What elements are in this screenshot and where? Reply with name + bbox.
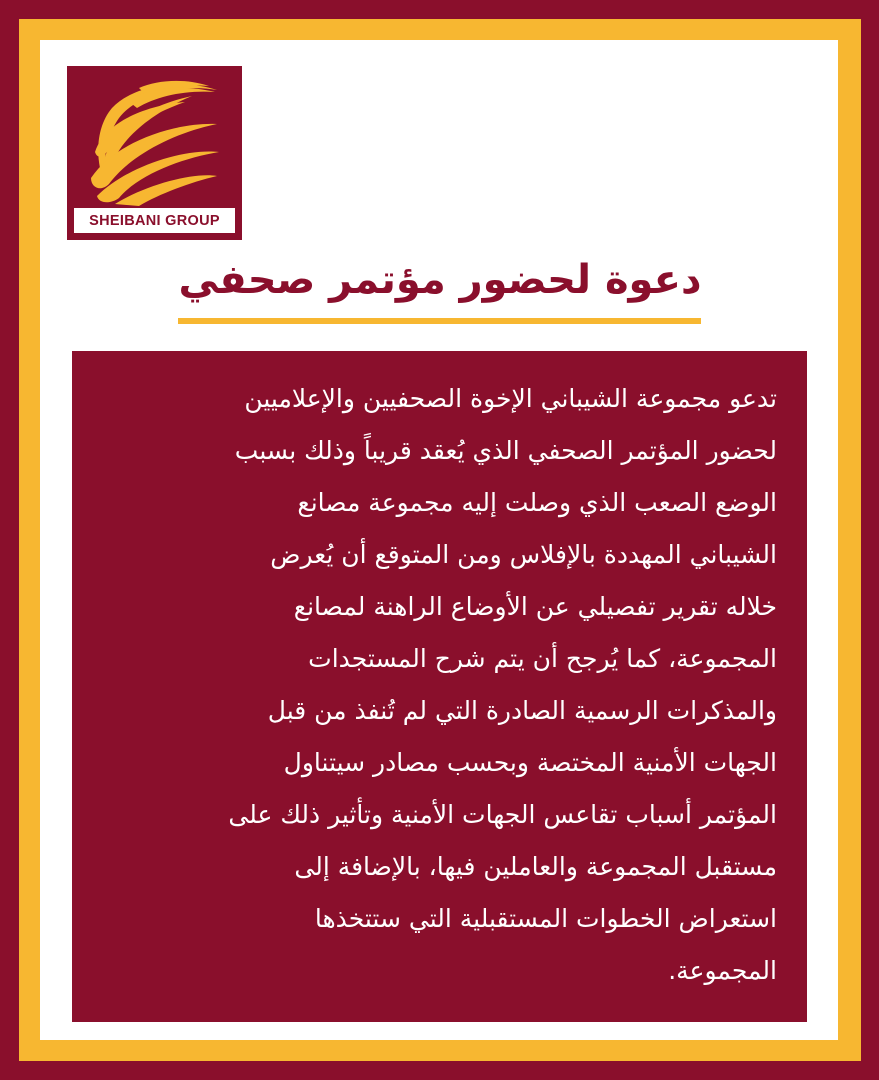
body-line: خلاله تقرير تفصيلي عن الأوضاع الراهنة لمصانع [293,592,777,621]
body-line: مستقبل المجموعة والعاملين فيها، بالإضافة إلى [294,852,777,881]
body-line: والمذكرات الرسمية الصادرة التي لم تُنفذ من قبل [267,696,777,725]
logo-caption: SHEIBANI GROUP [89,212,220,229]
body-line: استعراض الخطوات المستقبلية التي ستتخذها [314,904,777,933]
body-line: الوضع الصعب الذي وصلت إليه مجموعة مصانع [297,488,777,517]
logo-caption-box [73,207,236,234]
invitation-body-text [87,373,777,997]
body-line: تدعو مجموعة الشيباني الإخوة الصحفيين والإعلاميين [244,384,777,413]
body-line: لحضور المؤتمر الصحفي الذي يُعقد قريباً وذلك بسبب [234,436,777,465]
body-line: المؤتمر أسباب تقاعس الجهات الأمنية وتأثير ذلك على [228,800,777,829]
invitation-body-box [72,351,807,1022]
title-underline [178,318,701,324]
page-title: دعوة لحضور مؤتمر صحفي [178,257,702,303]
body-line: الشيباني المهددة بالإفلاس ومن المتوقع أن يُعرض [270,540,777,569]
body-line: المجموعة. [668,956,777,985]
body-line: المجموعة، كما يُرجح أن يتم شرح المستجدات [308,644,777,673]
body-line: الجهات الأمنية المختصة وبحسب مصادر سيتناول [283,748,777,777]
globe-swoosh-icon [67,66,242,206]
sheibani-group-logo [67,66,242,240]
